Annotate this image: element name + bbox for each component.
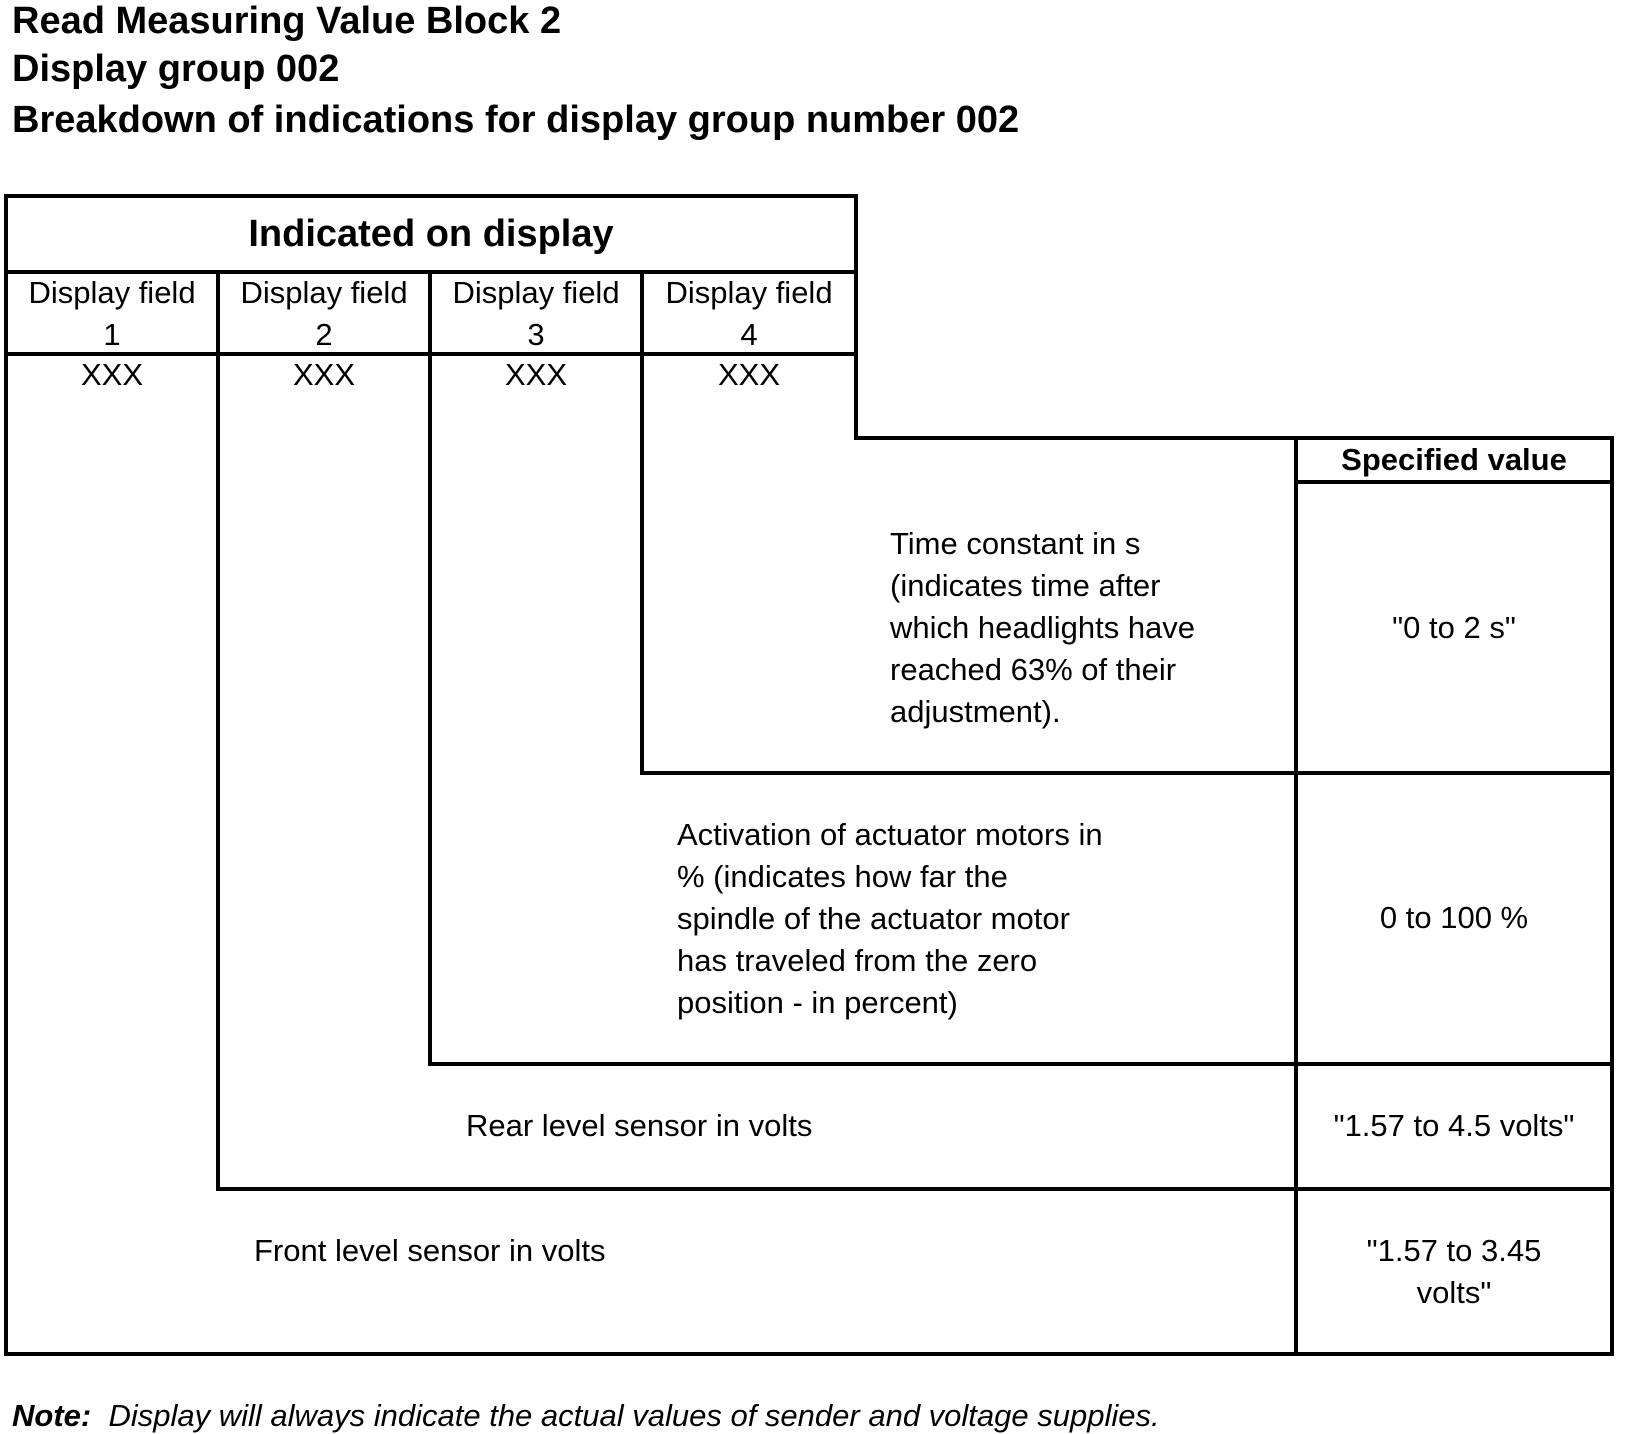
row-time-constant-description: [890, 523, 1290, 733]
specified-value-header: Specified value: [1341, 442, 1567, 477]
note-text: Display will always indicate the actual values of sender and voltage supplies.: [108, 1398, 1160, 1433]
specified-line: volts": [1416, 1275, 1492, 1310]
description-line: adjustment).: [890, 694, 1061, 729]
display-field-3-label: Display field: [452, 275, 620, 310]
row-time-constant-specified: "0 to 2 s": [1392, 610, 1516, 645]
specified-line: "1.57 to 3.45: [1366, 1233, 1542, 1268]
display-field-4-header: [642, 272, 856, 356]
display-field-1-header: [6, 272, 218, 356]
display-field-2-value: XXX: [292, 357, 356, 392]
display-field-2-number: 2: [315, 317, 333, 352]
display-field-1-number: 1: [103, 317, 121, 352]
display-field-4-value: XXX: [717, 357, 781, 392]
display-field-1-label: Display field: [28, 275, 196, 310]
display-field-3-header: [430, 272, 642, 356]
description-line: Activation of actuator motors in: [677, 817, 1103, 852]
description-line: reached 63% of their: [890, 652, 1177, 687]
title-line-3: Breakdown of indications for display group number 002: [12, 99, 1020, 141]
description-line: position - in percent): [677, 985, 958, 1020]
description-line: % (indicates how far the: [677, 859, 1008, 894]
display-field-2-header: [218, 272, 430, 356]
description-line: (indicates time after: [890, 568, 1161, 603]
row-front-level-specified: [1296, 1230, 1612, 1314]
display-field-4-number: 4: [740, 317, 758, 352]
row-front-level-description: Front level sensor in volts: [254, 1233, 606, 1268]
display-field-1-value: XXX: [80, 357, 144, 392]
description-line: which headlights have: [890, 610, 1196, 645]
row-actuator-specified: 0 to 100 %: [1379, 900, 1529, 935]
row-rear-level-specified: "1.57 to 4.5 volts": [1333, 1108, 1575, 1143]
row-actuator-description: [677, 814, 1277, 1024]
display-field-3-number: 3: [527, 317, 545, 352]
description-line: Time constant in s: [890, 526, 1141, 561]
title-line-1: Read Measuring Value Block 2: [12, 0, 562, 42]
row-rear-level-description: Rear level sensor in volts: [466, 1108, 813, 1143]
display-field-2-label: Display field: [240, 275, 408, 310]
display-field-4-label: Display field: [665, 275, 833, 310]
title-line-2: Display group 002: [12, 48, 340, 90]
description-line: spindle of the actuator motor: [677, 901, 1070, 936]
display-field-3-value: XXX: [504, 357, 568, 392]
footnote: [12, 1398, 1160, 1434]
note-label: Note:: [12, 1398, 92, 1433]
indicated-on-display-header: Indicated on display: [248, 213, 614, 255]
description-line: has traveled from the zero: [677, 943, 1038, 978]
